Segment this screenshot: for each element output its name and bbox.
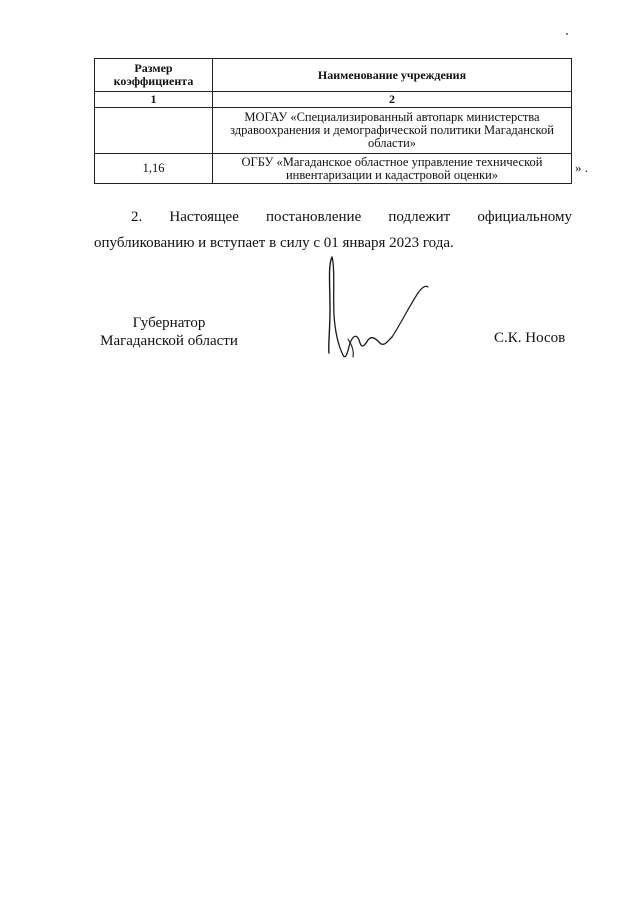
paragraph-first-line	[94, 207, 572, 227]
coefficient-table	[94, 58, 572, 184]
paragraph-word: Настоящее	[169, 209, 239, 225]
table-row	[95, 154, 572, 184]
paragraph-number: 2.	[131, 209, 143, 225]
header-institution: Наименование учреждения	[213, 59, 572, 92]
paragraph-continuation: опубликованию и вступает в силу с 01 января 2023 года.	[94, 235, 454, 251]
institution-name: МОГАУ «Специализированный автопарк министерства здравоохранения и демографической политики Магаданской области»	[213, 108, 572, 154]
signatory-name: С.К. Носов	[494, 330, 566, 346]
column-number-1: 1	[95, 92, 213, 108]
paragraph-word: официальному	[477, 209, 572, 225]
signatory-title	[94, 314, 244, 350]
paragraph-word: подлежит	[388, 209, 451, 225]
institution-name: ОГБУ «Магаданское областное управление технической инвентаризации и кадастровой оценки»	[213, 154, 572, 184]
table-column-numbers-row	[95, 92, 572, 108]
signatory-title-line: Магаданской области	[100, 333, 238, 349]
closing-quote-mark: » .	[575, 160, 588, 175]
paragraph-word: постановление	[266, 209, 362, 225]
table-header-row	[95, 59, 572, 92]
handwritten-signature	[318, 255, 438, 365]
column-number-2: 2	[213, 92, 572, 108]
table-row	[95, 108, 572, 154]
signatory-title-line: Губернатор	[132, 315, 206, 331]
scan-mark	[566, 33, 568, 35]
coefficient-value	[95, 108, 213, 154]
header-coefficient: Размер коэффициента	[95, 59, 213, 92]
coefficient-value: 1,16	[95, 154, 213, 184]
